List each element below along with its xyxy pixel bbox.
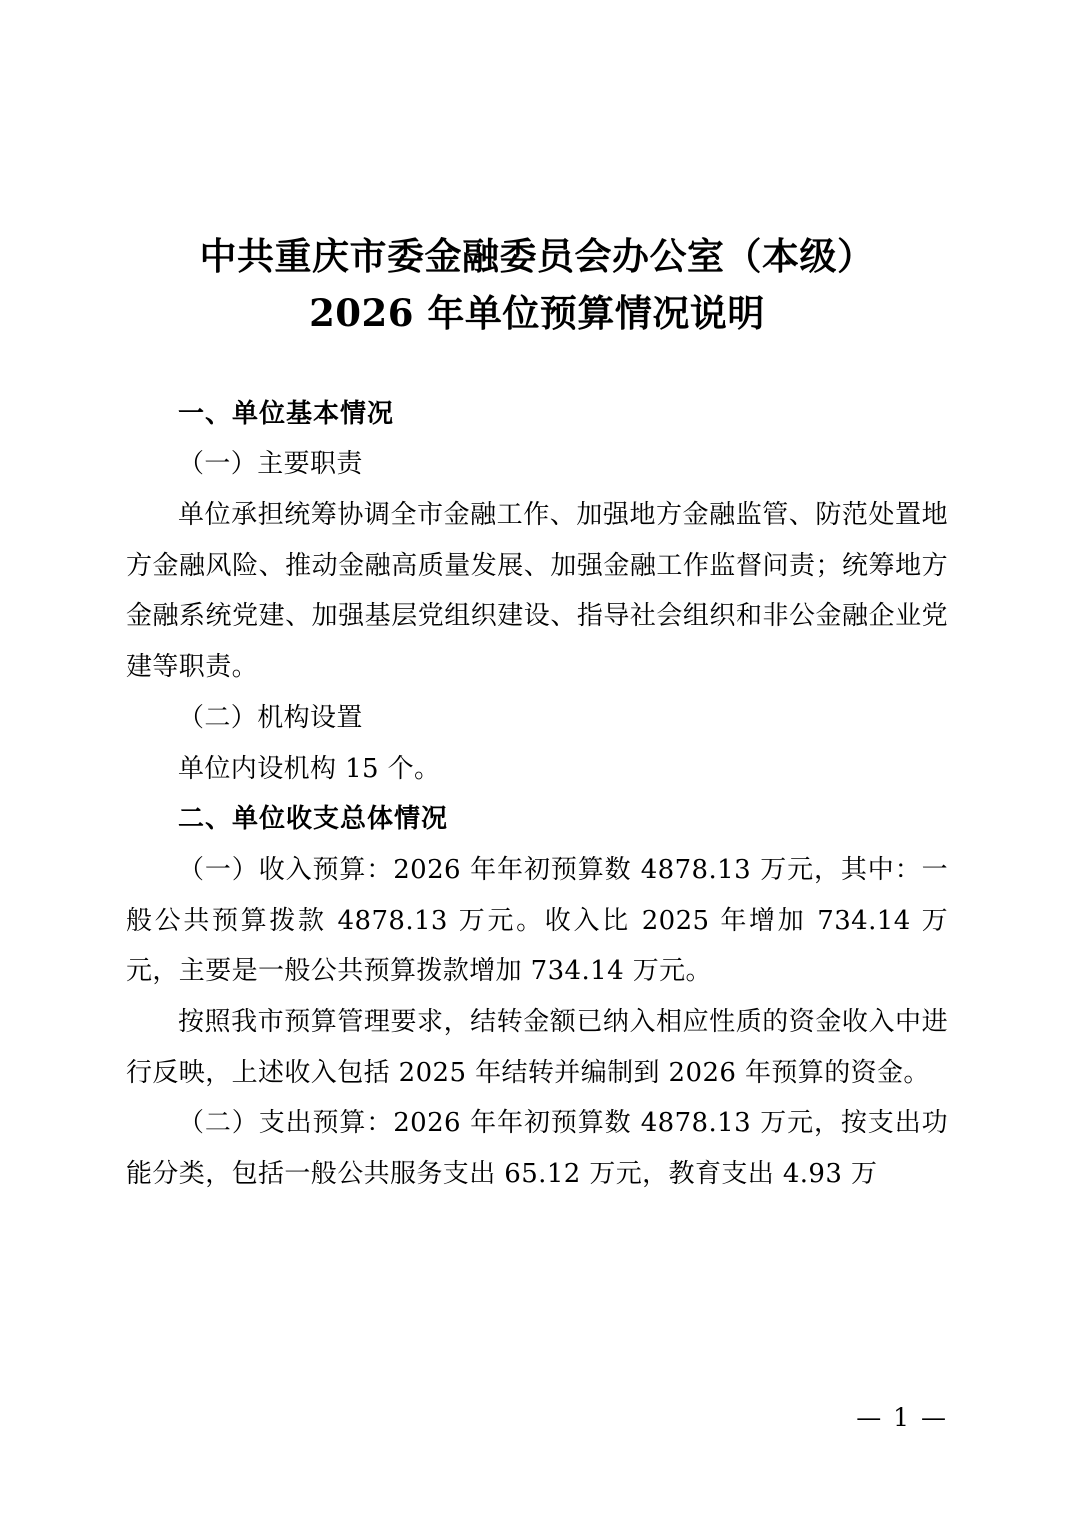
page-title xyxy=(126,228,948,343)
subsection-heading-1-1: （一）主要职责 xyxy=(178,449,363,480)
page-number: — 1 — xyxy=(856,1403,948,1432)
paragraph-revenue-budget: （一）收入预算：2026 年年初预算数 4878.13 万元，其中：一般公共预算拨款 4878.13 万元。收入比 2025 年增加 734.14 万元，主要是一般公共预算拨款增加 734.14 万元。 xyxy=(126,854,948,987)
section-heading-2: 二、单位收支总体情况 xyxy=(178,804,449,835)
section-heading-1: 一、单位基本情况 xyxy=(178,398,395,429)
paragraph-internal-organs: 单位内设机构 15 个。 xyxy=(178,753,441,784)
paragraph-main-duties: 单位承担统筹协调全市金融工作、加强地方金融监管、防范处置地方金融风险、推动金融高质量发展、加强金融工作监督问责；统筹地方金融系统党建、加强基层党组织建设、指导社会组织和非公金融企业党建等职责。 xyxy=(126,500,948,683)
title-line-2: 2026 年单位预算情况说明 xyxy=(309,291,765,336)
paragraph-expenditure-budget: （二）支出预算：2026 年年初预算数 4878.13 万元，按支出功能分类，包括一般公共服务支出 65.12 万元，教育支出 4.93 万 xyxy=(126,1108,948,1189)
title-line-1: 中共重庆市委金融委员会办公室（本级） xyxy=(199,234,875,278)
paragraph-carryover-note: 按照我市预算管理要求，结转金额已纳入相应性质的资金收入中进行反映，上述收入包括 2025 年结转并编制到 2026 年预算的资金。 xyxy=(126,1006,948,1088)
subsection-heading-1-2: （二）机构设置 xyxy=(178,702,363,733)
